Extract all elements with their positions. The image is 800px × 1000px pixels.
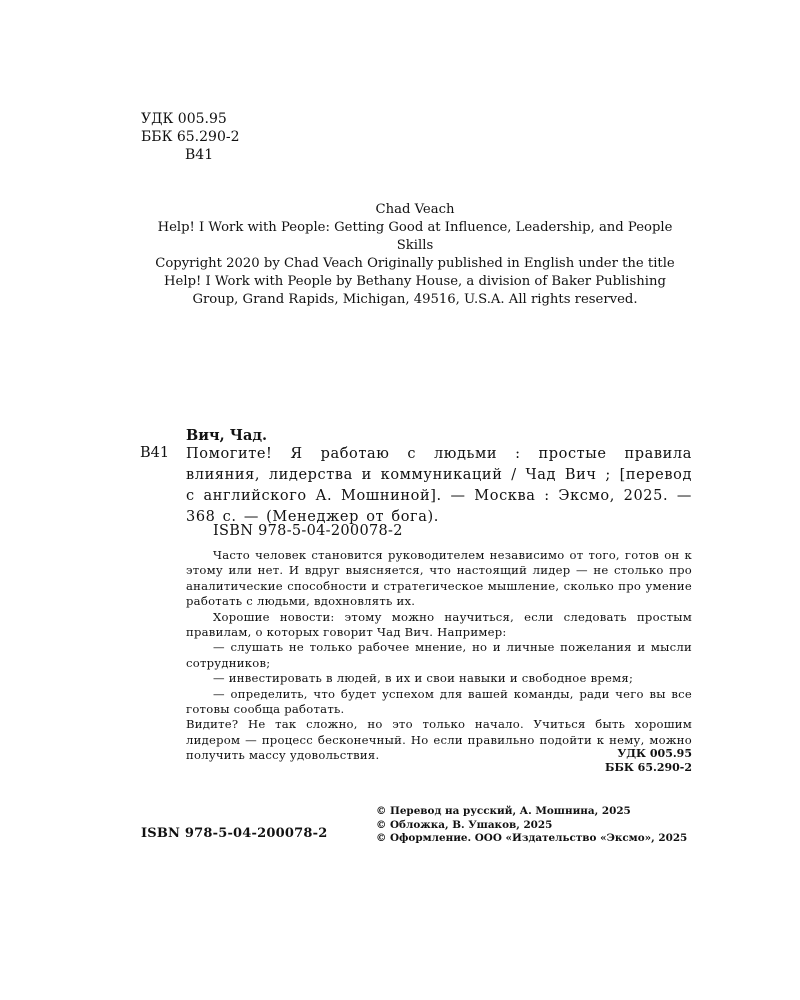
annotation-paragraph: Хорошие новости: этому можно научиться, если следовать простым правилам, о которых говорит Чад Вич. Например:: [186, 609, 692, 640]
udk-code-right: УДК 005.95: [617, 747, 692, 760]
isbn-bottom: ISBN 978-5-04-200078-2: [141, 826, 328, 841]
annotation-paragraph: Видите? Не так сложно, но это только начало. Учиться быть хорошим лидером — процесс бесконечный. Но если правильно подойти к нему, можно получить массу удовольствия.: [186, 717, 692, 763]
copyright-notice: Copyright 2020 by Chad Veach Originally published in English under the title Help! I Work with People by Bethany House, a division of Baker Publishing Group, Grand Rapids, Michigan, 49516, U.S.A. All rights reserved.: [155, 256, 675, 307]
copyright-design: © Оформление. ООО «Издательство «Эксмо», 2025: [376, 832, 688, 844]
catalog-isbn: ISBN 978-5-04-200078-2: [213, 523, 403, 539]
bbk-code-right: ББК 65.290-2: [605, 761, 692, 774]
author-mark: В41: [185, 147, 214, 163]
annotation-paragraph: — слушать не только рабочее мнение, но и личные пожелания и мысли сотрудников;: [186, 640, 692, 670]
udk-code: УДК 005.95: [141, 111, 227, 127]
classification-right: [605, 747, 692, 775]
annotation-paragraph: — инвестировать в людей, в их и свои навыки и свободное время;: [213, 671, 634, 686]
copyright-list: [376, 805, 687, 846]
bbk-code: ББК 65.290-2: [141, 129, 240, 145]
annotation-paragraph: — определить, что будет успехом для вашей команды, ради чего вы все готовы сообща работать.: [186, 686, 692, 717]
annotation-paragraph: Часто человек становится руководителем независимо от того, готов он к этому или нет. И вдруг выясняется, что настоящий лидер — не столько про аналитические способности и стратегическое мышление, сколько про умение работать с людьми, вдохновлять их.: [186, 548, 692, 609]
classification-codes: [141, 110, 240, 164]
original-title: Help! I Work with People: Getting Good at Influence, Leadership, and People Skills: [157, 220, 673, 253]
original-credits: [145, 201, 685, 309]
catalog-author-mark: В41: [140, 445, 170, 461]
catalog-author-heading: Вич, Чад.: [186, 427, 268, 444]
copyright-cover: © Обложка, В. Ушаков, 2025: [376, 818, 553, 831]
original-author: Chad Veach: [375, 202, 455, 217]
copyright-translation: © Перевод на русский, А. Мошнина, 2025: [376, 805, 631, 817]
bibliographic-description: Помогите! Я работаю с людьми : простые правила влияния, лидерства и коммуникаций / Чад Вич ; [перевод с английского А. Мошниной]. — Москва : Эксмо, 2025. — 368 с. — (Менеджер от бога).: [186, 446, 692, 525]
annotation: [186, 548, 692, 764]
